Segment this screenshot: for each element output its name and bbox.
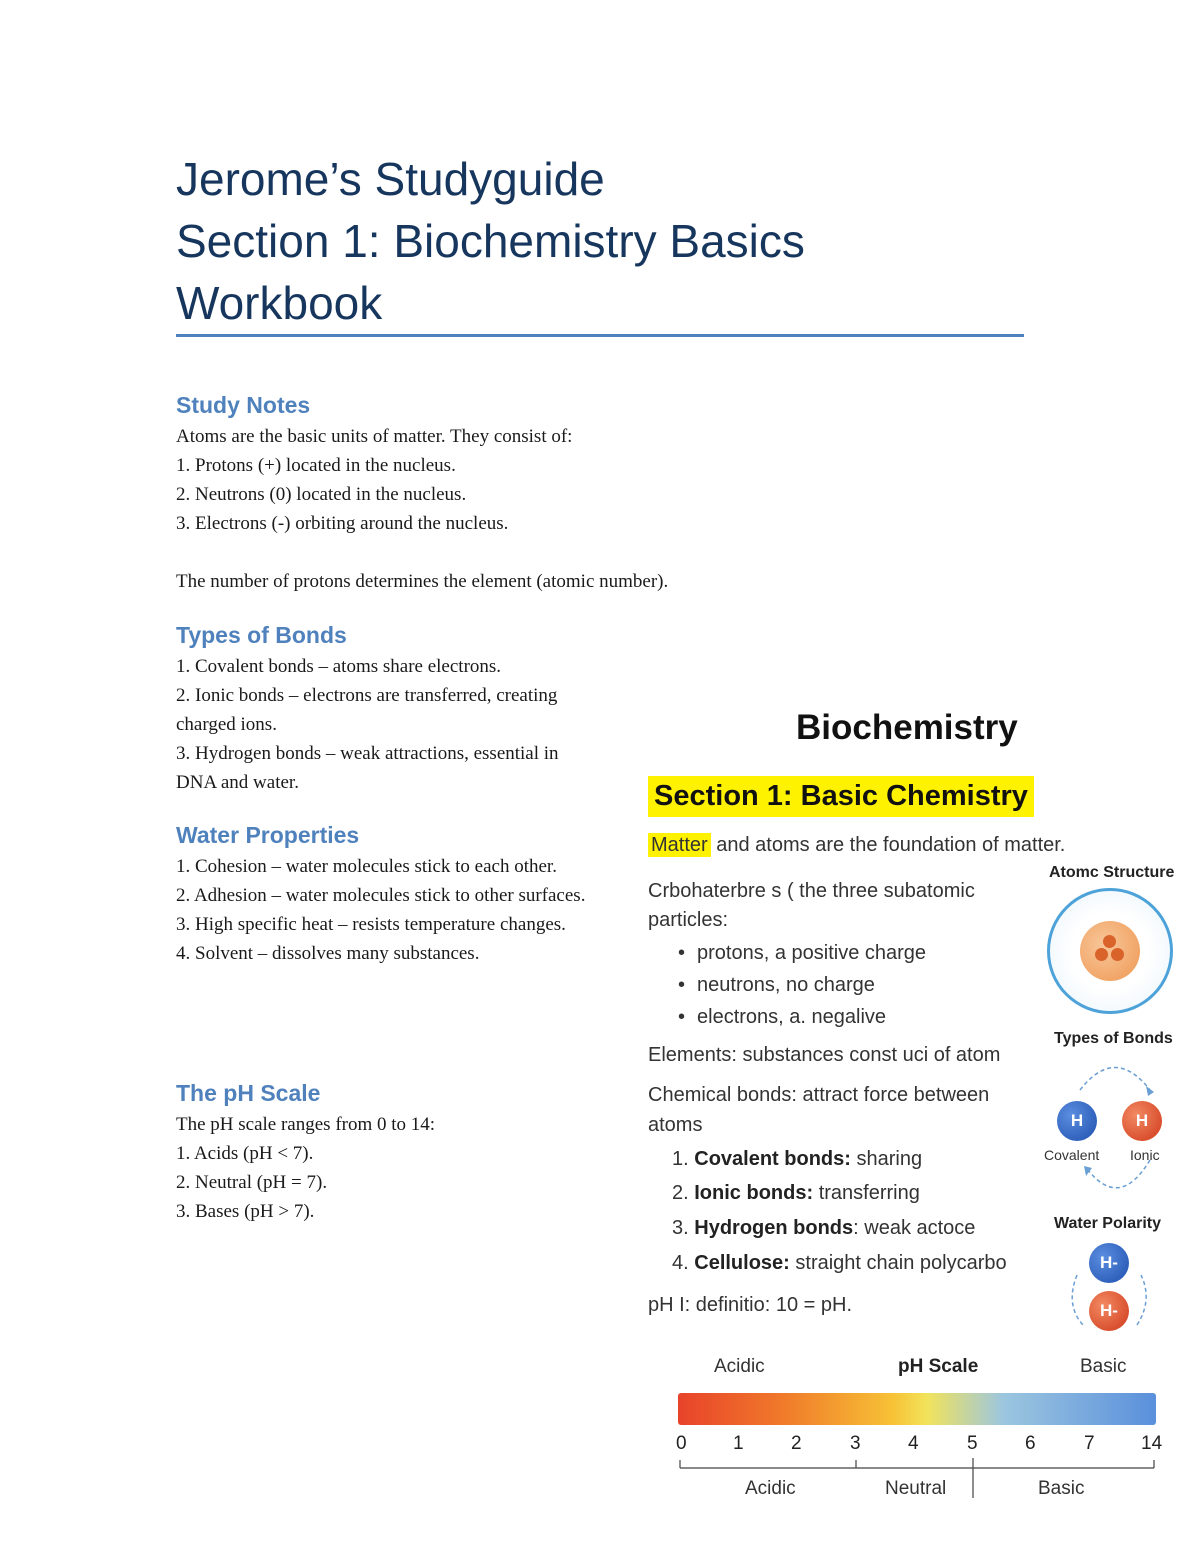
ph-tick: 2 [791,1433,802,1454]
scale-top-left-label: Acidic [714,1356,765,1377]
scale-bottom-left-label: Acidic [745,1478,796,1499]
biochemistry-infographic [640,700,1200,1520]
infographic-title: Biochemistry [796,708,1018,747]
water-item: 3. High specific heat – resists temperature changes. [176,914,566,935]
water-hydrogen-red-icon: H- [1089,1291,1129,1331]
bond-item: 2. Ionic bonds – electrons are transferred, creating charged ions. [176,685,558,735]
title-line-2: Section 1: Biochemistry Basics [176,215,805,267]
document-title [176,148,1026,334]
covalent-label: Covalent [1044,1147,1100,1163]
water-section [176,820,606,968]
water-item: 4. Solvent – dissolves many substances. [176,943,480,964]
particle-bullet: • protons, a positive charge [678,942,926,965]
ionic-label: Ionic [1130,1147,1160,1163]
study-notes-line: 1. Protons (+) located in the nucleus. [176,455,456,476]
scale-bottom-mid-label: Neutral [885,1478,947,1499]
particles-line-1: Crbohaterbre s ( the three subatomic [648,880,975,902]
ph-tick: 0 [676,1433,687,1454]
bond-item: 1. Covalent bonds – atoms share electrons. [176,656,502,677]
atomic-structure-label: Atomc Structure [1049,864,1175,881]
nucleus-icon [1080,921,1140,981]
numbered-item: 1. Covalent bonds: sharing [672,1148,923,1170]
ph-section [176,1078,606,1226]
types-of-bonds-label: Types of Bonds [1054,1030,1173,1047]
numbered-item: 2. Ionic bonds: transferring [672,1182,920,1204]
water-item: 1. Cohesion – water molecules stick to each other. [176,856,557,877]
ph-tick: 4 [908,1433,919,1454]
ph-tick: 3 [850,1433,861,1454]
ph-item: 3. Bases (pH > 7). [176,1201,315,1222]
title-line-1: Jerome’s Studyguide [176,153,605,205]
ph-item: 2. Neutral (pH = 7). [176,1172,328,1193]
title-underline [176,334,1024,337]
hydrogen-covalent-icon: H [1057,1101,1097,1141]
chem-bonds-line-1: Chemical bonds: attract force between [648,1084,990,1106]
study-notes-heading: Study Notes [176,392,311,418]
particle-bullet: • neutrons, no charge [678,974,875,997]
infographic-subtitle: Section 1: Basic Chemistry [648,776,1034,817]
scale-top-right-label: Basic [1080,1356,1127,1377]
study-notes-closing: The number of protons determines the element (atomic number). [176,571,669,592]
bonds-section [176,620,606,797]
ph-definition-line: pH I: definitio: 10 = pH. [648,1294,853,1316]
scale-title: pH Scale [898,1356,979,1377]
matter-highlight: Matter [648,833,711,857]
study-notes-line: 3. Electrons (-) orbiting around the nucleus. [176,513,509,534]
ph-tick: 1 [733,1433,744,1454]
numbered-item: 4. Cellulose: straight chain polycarbo [672,1252,1007,1274]
ph-gradient-bar [678,1393,1156,1425]
particle-bullet: • electrons, a. negalive [678,1006,886,1029]
atom-diagram [1047,888,1173,1014]
water-heading: Water Properties [176,822,360,848]
elements-line: Elements: substances const uci of atom [648,1044,1001,1066]
ph-item: The pH scale ranges from 0 to 14: [176,1114,436,1135]
ph-heading: The pH Scale [176,1080,321,1106]
particles-line-2: particles: [648,909,729,931]
water-polarity-label: Water Polarity [1054,1215,1161,1232]
water-item: 2. Adhesion – water molecules stick to other surfaces. [176,885,586,906]
study-notes-line: Atoms are the basic units of matter. They consist of: [176,426,573,447]
numbered-item: 3. Hydrogen bonds: weak actoce [672,1217,976,1239]
ph-tick: 5 [967,1433,978,1454]
study-notes-section [176,390,669,596]
matter-rest: and atoms are the foundation of matter. [716,834,1066,856]
matter-line [648,834,1065,857]
water-hydrogen-blue-icon: H- [1089,1243,1129,1283]
ph-item: 1. Acids (pH < 7). [176,1143,314,1164]
ph-tick: 14 [1141,1433,1163,1454]
scale-bottom-right-label: Basic [1038,1478,1085,1499]
ph-tick: 6 [1025,1433,1036,1454]
hydrogen-ionic-icon: H [1122,1101,1162,1141]
bond-item: 3. Hydrogen bonds – weak attractions, essential in DNA and water. [176,743,559,793]
title-line-3: Workbook [176,277,383,329]
study-notes-line: 2. Neutrons (0) located in the nucleus. [176,484,467,505]
chem-bonds-line-2: atoms [648,1114,703,1136]
ph-tick: 7 [1084,1433,1095,1454]
bonds-heading: Types of Bonds [176,622,347,648]
